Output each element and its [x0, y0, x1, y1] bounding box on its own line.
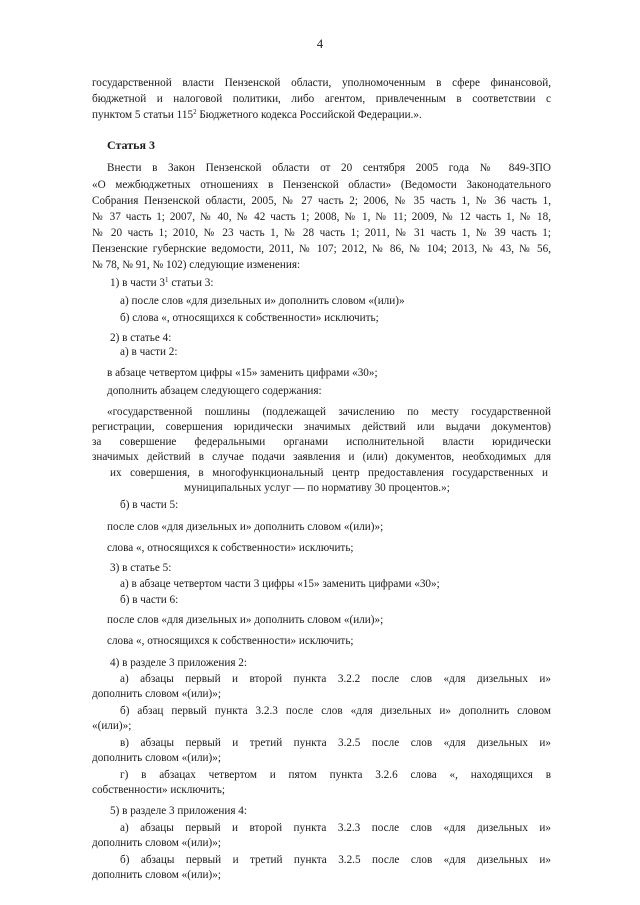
body-line: № 37 часть 1; 2007, № 40, № 42 часть 1; 2008, № 1, № 11; 2009, № 12 часть 1, № 18,: [92, 211, 551, 223]
item-2-line: в абзаце четвертом цифры «15» заменить цифрами «30»;: [107, 367, 378, 379]
quote-line: регистрации, совершения юридически значимых действий или выдачи документов): [92, 421, 551, 433]
quote-line: «государственной пошлины (подлежащей зачислению по месту государственной: [107, 406, 551, 418]
item-3-line: б) в части 6:: [120, 594, 179, 606]
item-4-line: в) абзацы первый и третий пункта 3.2.5 после слов «для дизельных и»: [120, 737, 551, 749]
item-5-heading: 5) в разделе 3 приложения 4:: [110, 805, 247, 817]
intro-line: бюджетной и налоговой политики, либо агентом, привлеченным в соответствии с: [92, 93, 551, 105]
item-5-line: дополнить словом «(или)»;: [92, 869, 221, 881]
item-3-line: слова «, относящихся к собственности» исключить;: [107, 635, 354, 647]
item-4-line: дополнить словом «(или)»;: [92, 752, 221, 764]
item-4-line: «(или)»;: [92, 720, 132, 732]
article-title: Статья 3: [107, 138, 155, 152]
item-1-heading: 1) в части $3^1$ статьи 3:: [110, 276, 214, 289]
item-2b-line: слова «, относящихся к собственности» исключить;: [107, 542, 354, 554]
item-4-line: а) абзацы первый и второй пункта 3.2.2 после слов «для дизельных и»: [120, 673, 551, 685]
item-5-line: дополнить словом «(или)»;: [92, 837, 221, 849]
superscript: 1: [165, 276, 169, 284]
quote-line: муниципальных услуг — по нормативу 30 процентов.»;: [184, 482, 450, 494]
item-3-heading: 3) в статье 5:: [110, 562, 172, 574]
item-4-line: г) в абзацах четвертом и пятом пункта 3.2.6 слова «, находящихся в: [120, 769, 551, 781]
body-line: № 78, № 91, № 102) следующие изменения:: [92, 259, 301, 271]
item-2-line: а) в части 2:: [120, 346, 178, 358]
item-4-heading: 4) в разделе 3 приложения 2:: [110, 657, 247, 669]
body-line: № 20 часть 1; 2010, № 23 часть 1, № 28 часть 1; 2011, № 31 часть 1, № 39 часть 1;: [92, 227, 551, 239]
item-3-line: а) в абзаце четвертом части 3 цифры «15» заменить цифрами «30»;: [120, 578, 440, 590]
quote-line: их совершения, в многофункциональный центр предоставления государственных и: [110, 467, 548, 479]
body-line: «О межбюджетных отношениях в Пензенской области» (Ведомости Законодательного: [92, 179, 551, 191]
item-5-line: а) абзацы первый и второй пункта 3.2.3 после слов «для дизельных и»: [120, 822, 551, 834]
item-2b-line: б) в части 5:: [120, 499, 179, 511]
page-number: 4: [316, 37, 324, 51]
body-line: Пензенские губернские ведомости, 2011, № 107; 2012, № 86, № 104; 2013, № 43, № 56,: [92, 243, 551, 255]
item-3-line: после слов «для дизельных и» дополнить словом «(или)»;: [107, 614, 384, 626]
quote-line: за совершение федеральными органами исполнительной власти юридически: [92, 436, 551, 448]
intro-line: пунктом 5 статьи $115^2$ Бюджетного кодекса Российской Федерации.».: [92, 108, 422, 121]
item-4-line: б) абзац первый пункта 3.2.3 после слов «для дизельных и» дополнить словом: [120, 705, 551, 717]
item-1-line: б) слова «, относящихся к собственности» исключить;: [120, 312, 379, 324]
item-2-heading: 2) в статье 4:: [110, 332, 172, 344]
quote-line: значимых действий в случае подачи заявления и (или) документов, необходимых для: [92, 451, 551, 463]
body-line: Собрания Пензенской области, 2005, № 27 часть 2; 2006, № 35 часть 1, № 36 часть 1,: [92, 195, 551, 207]
body-line: Внести в Закон Пензенской области от 20 сентября 2005 года № 849-ЗПО: [107, 162, 551, 174]
item-5-line: б) абзацы первый и третий пункта 3.2.5 после слов «для дизельных и»: [120, 854, 551, 866]
item-4-line: дополнить словом «(или)»;: [92, 688, 221, 700]
item-4-line: собственности» исключить;: [92, 784, 225, 796]
item-2b-line: после слов «для дизельных и» дополнить словом «(или)»;: [107, 521, 384, 533]
item-1-line: а) после слов «для дизельных и» дополнить словом «(или)»: [120, 295, 405, 307]
intro-line: государственной власти Пензенской области, уполномоченным в сфере финансовой,: [92, 77, 551, 89]
superscript: 2: [193, 108, 197, 116]
item-2-line: дополнить абзацем следующего содержания:: [107, 385, 322, 397]
